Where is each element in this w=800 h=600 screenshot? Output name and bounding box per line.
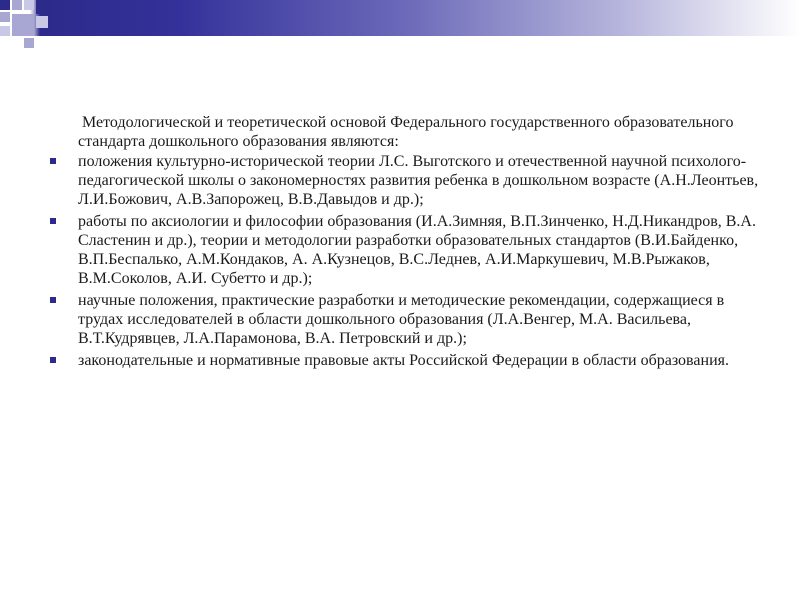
bullet-text: законодательные и нормативные правовые акты Российской Федерации в области образования. bbox=[78, 352, 729, 369]
list-item bbox=[50, 291, 760, 348]
bullet-list bbox=[50, 152, 760, 370]
square-bullet-icon bbox=[50, 357, 56, 363]
bullet-text: положения культурно-исторической теории Л.С. Выготского и отечественной научной психолого-педагогической школы о закономерностях развития ребенка в дошкольном возрасте (А.Н.Леонтьев, Л.И.Божович, А.В.Запорожец, В.В.Давыдов и др.); bbox=[78, 153, 759, 208]
square-bullet-icon bbox=[50, 297, 56, 303]
decor-square bbox=[0, 26, 10, 36]
decor-square bbox=[36, 0, 50, 14]
list-item bbox=[50, 351, 760, 370]
decor-square bbox=[12, 0, 22, 10]
square-bullet-icon bbox=[50, 218, 56, 224]
bullet-text: научные положения, практические разработки и методические рекомендации, содержащиеся в трудах исследователей в области дошкольного образования (Л.А.Венгер, М.А. Васильева, В.Т.Кудрявцев, Л.А.Парамонова, В.А. Петровский и др.); bbox=[78, 292, 725, 347]
square-bullet-icon bbox=[50, 158, 56, 164]
decor-square bbox=[12, 14, 34, 36]
decor-square bbox=[24, 38, 34, 48]
decor-square bbox=[0, 12, 10, 22]
decor-square bbox=[36, 16, 48, 28]
list-item bbox=[50, 152, 760, 209]
intro-paragraph: Методологической и теоретической основой Федерального государственного образовательного стандарта дошкольного образования являются: bbox=[78, 114, 734, 150]
header-gradient-band bbox=[0, 0, 800, 36]
decor-square bbox=[0, 0, 10, 10]
decor-square bbox=[24, 0, 34, 10]
bullet-text: работы по аксиологии и философии образования (И.А.Зимняя, В.П.Зинченко, Н.Д.Никандров, В.А. Сластенин и др.), теории и методологии разработки образовательных стандартов (В.И.Байденко, В.П.Беспалько, А.М.Кондаков, А. А.Кузнецов, В.С.Леднев, А.И.Маркушевич, М.В.Рыжаков, В.М.Соколов, А.И. Субетто и др.); bbox=[78, 213, 756, 287]
list-item bbox=[50, 212, 760, 288]
slide-body bbox=[50, 113, 760, 373]
